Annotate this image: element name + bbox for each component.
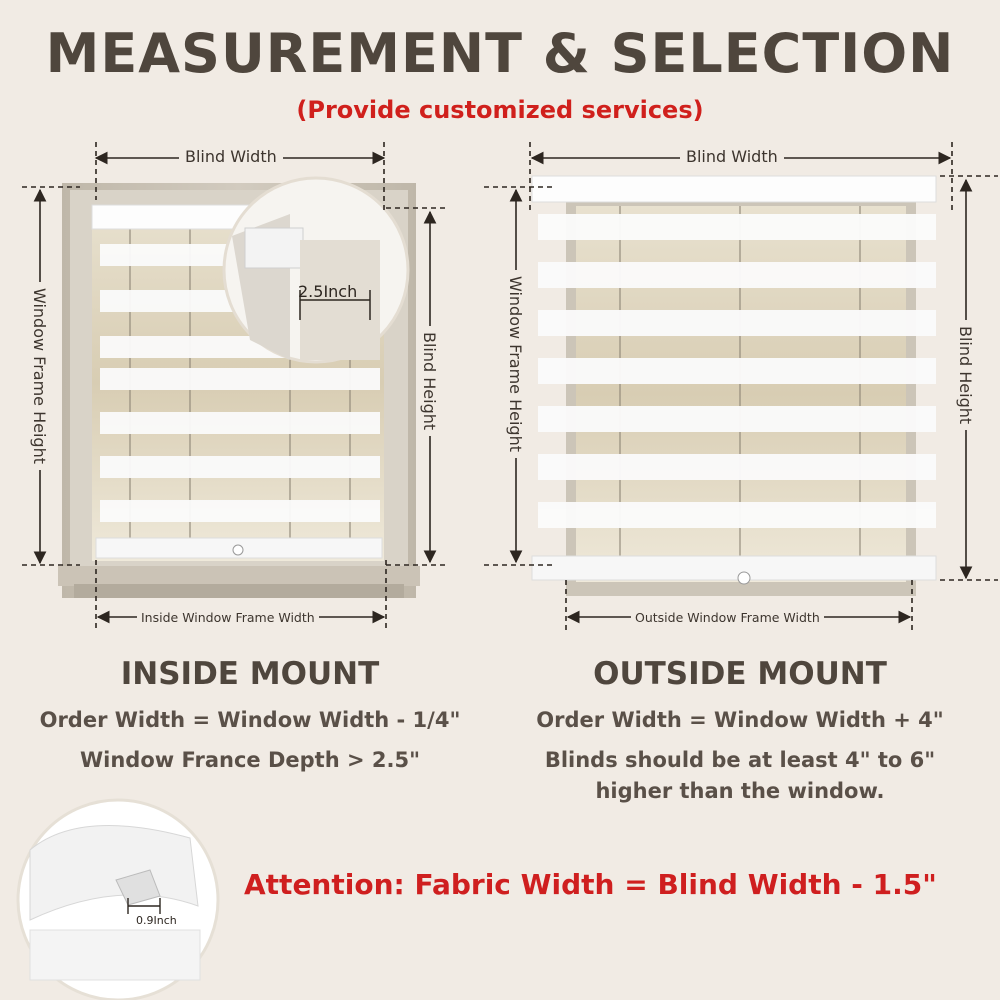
- outside-blind-handle: [738, 572, 750, 584]
- outside-blind-width-label: Blind Width: [680, 147, 784, 166]
- outside-mount-rule-1: Order Width = Window Width + 4": [536, 708, 944, 732]
- rail-callout-label: 0.9Inch: [136, 914, 177, 927]
- inside-window-frame-height-label: Window Frame Height: [30, 282, 49, 470]
- inside-blind-width-label: Blind Width: [179, 147, 283, 166]
- outside-blind-height-label: Blind Height: [956, 320, 975, 430]
- inside-mount-rule-1: Order Width = Window Width - 1/4": [39, 708, 461, 732]
- outside-blind-head-rail: [532, 176, 936, 202]
- outside-mount-rule-2a: Blinds should be at least 4" to 6": [544, 748, 936, 772]
- page-title: MEASUREMENT & SELECTION: [45, 22, 955, 85]
- rail-detail-callout: [18, 800, 218, 1000]
- inside-mount-heading: INSIDE MOUNT: [120, 656, 380, 692]
- inside-depth-callout-label: 2.5Inch: [298, 282, 358, 301]
- inside-depth-callout: [224, 178, 408, 362]
- inside-window-sill: [58, 566, 420, 586]
- outside-window-frame-height-label: Window Frame Height: [506, 270, 525, 458]
- outside-blind-bottom-rail: [532, 556, 936, 580]
- page-subtitle: (Provide customized services): [296, 96, 704, 124]
- outside-mount-heading: OUTSIDE MOUNT: [593, 656, 887, 692]
- inside-mount-rule-2: Window France Depth > 2.5": [79, 748, 421, 772]
- outside-mount-rule-2b: higher than the window.: [595, 779, 885, 803]
- outside-mount-window: [532, 176, 936, 596]
- inside-blind-handle: [233, 545, 243, 555]
- inside-blind-height-label: Blind Height: [420, 326, 439, 436]
- attention-note: Attention: Fabric Width = Blind Width - 1.5": [244, 868, 937, 901]
- outside-frame-width-label: Outside Window Frame Width: [631, 610, 824, 625]
- inside-frame-width-label: Inside Window Frame Width: [137, 610, 319, 625]
